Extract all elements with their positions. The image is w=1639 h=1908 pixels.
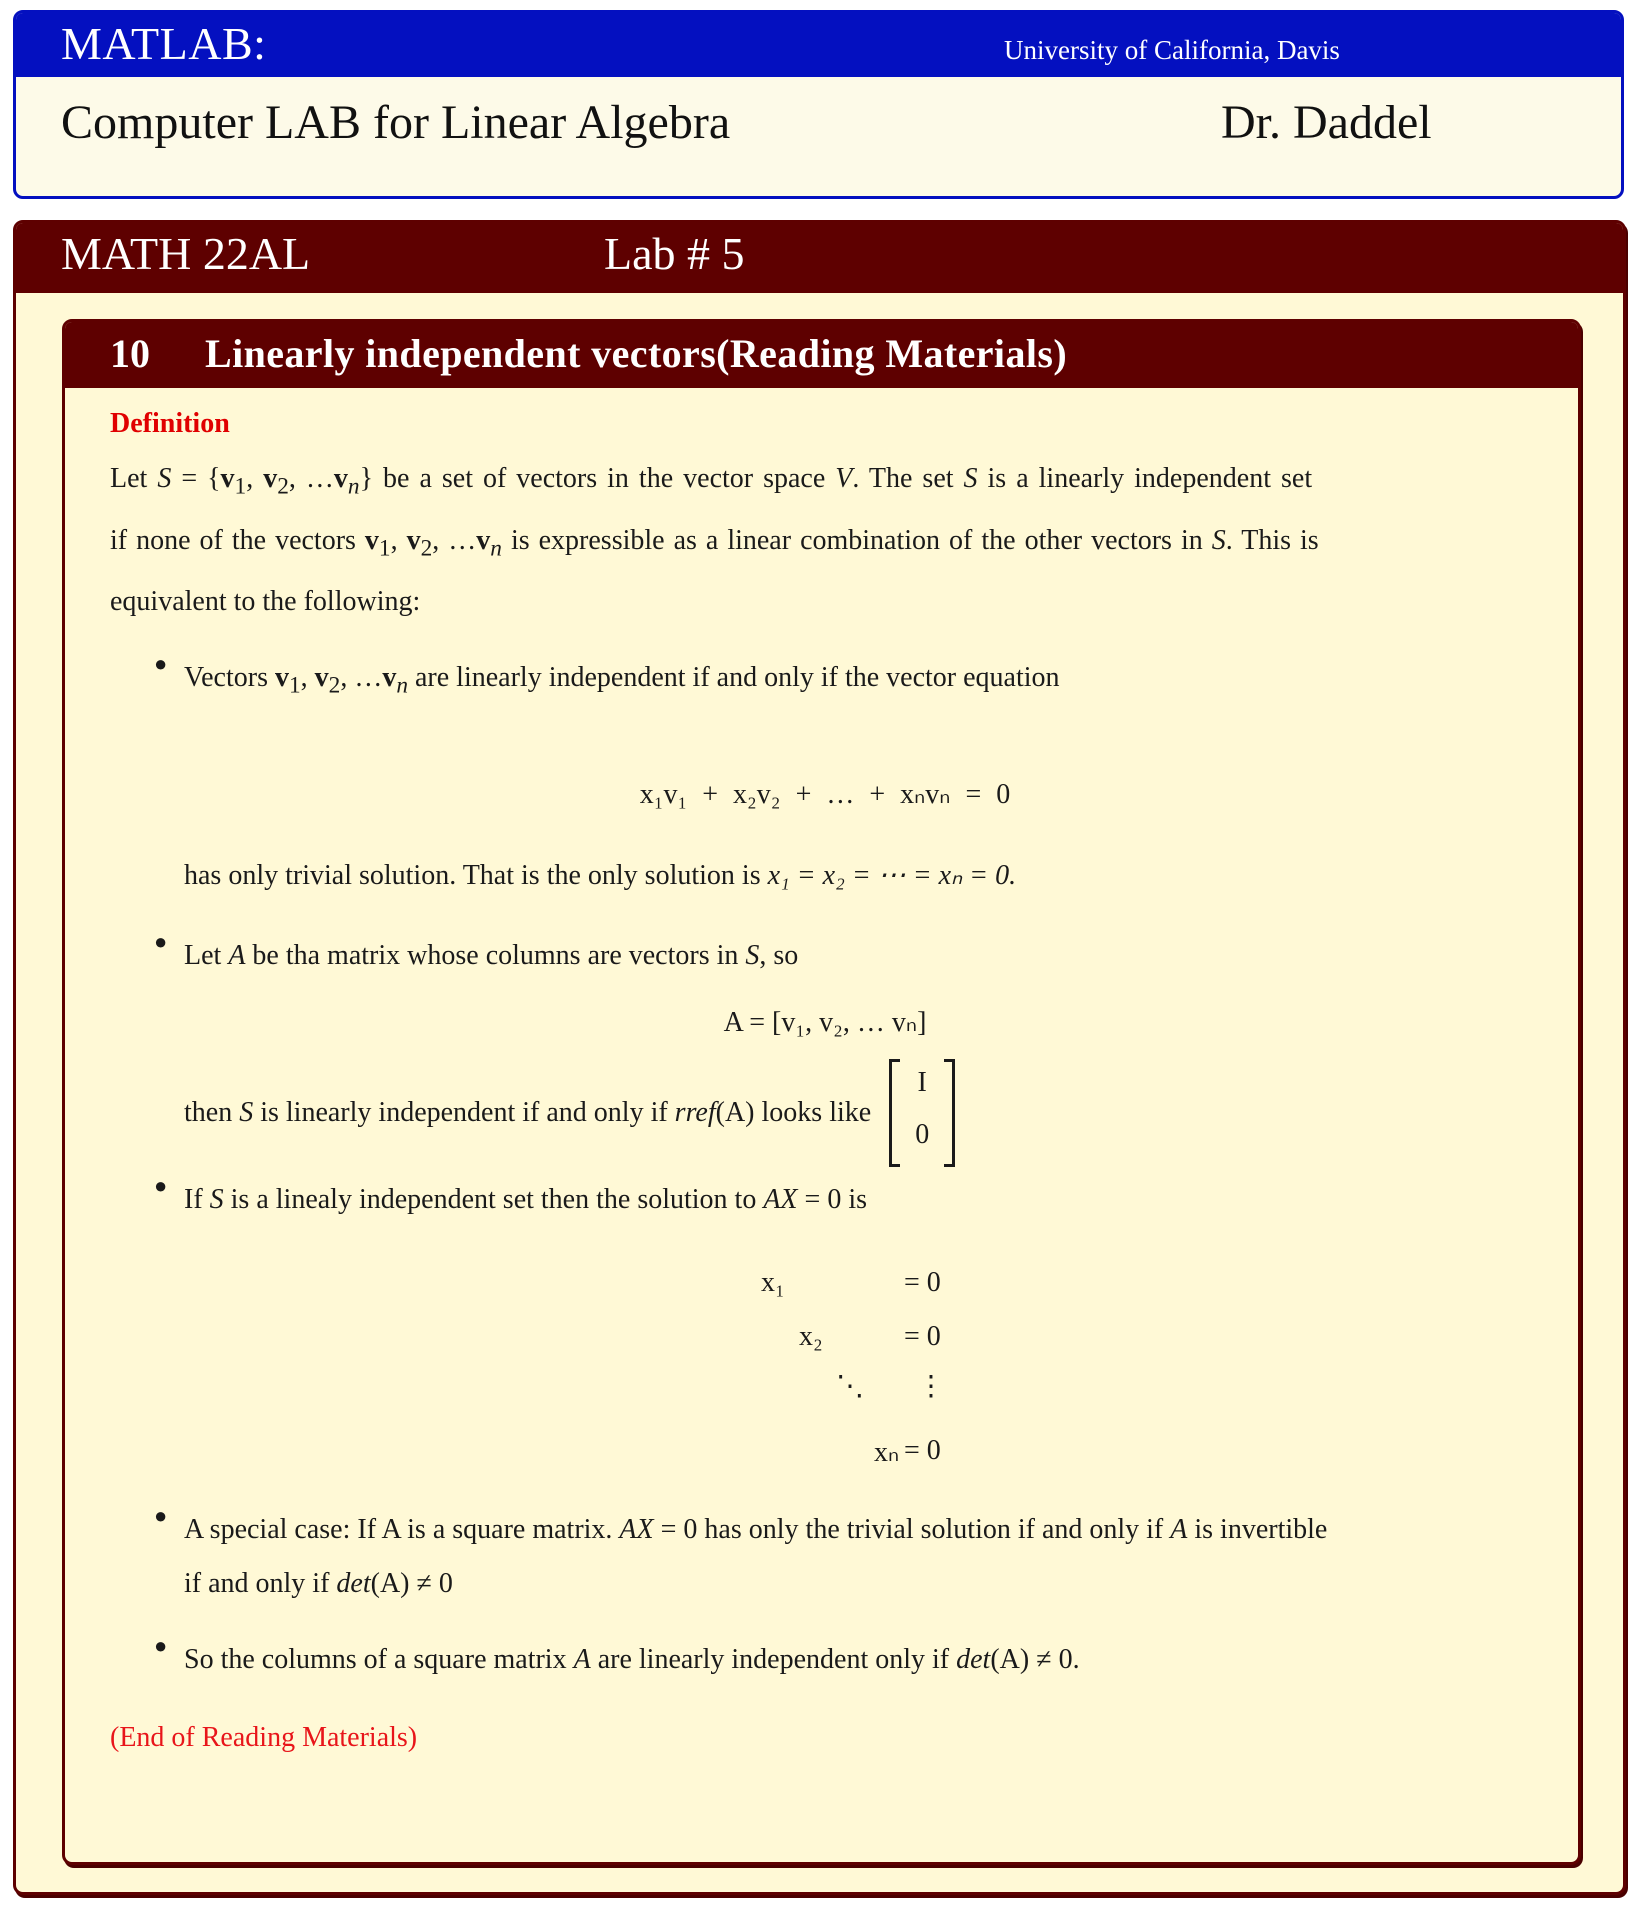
vertical-dots: ⋮ [917,1370,945,1402]
definition-label: Definition [110,408,230,439]
end-of-reading-note: (End of Reading Materials) [110,1721,418,1753]
definition-line-1: Let $S = \{v_1$, $v_2$, $\dots v_n$} be a set of vectors in the vector space V. The set S is a linearly independent set [110,463,1313,500]
lab-course: MATH 22AL [61,228,311,279]
matrix-definition: A = [v₁, v₂, … vₙ] [723,1006,927,1038]
definition-paragraph [110,452,1540,629]
trivial-solution-text: has only trivial solution. That is the only solution is x₁ = x₂ = ⋯ = xₙ = 0. [184,859,1017,891]
bullet-icon: ● [154,1172,168,1198]
system-rhs: = 0 [904,1434,941,1466]
system-lhs: x₁ [761,1266,785,1298]
system-lhs: xₙ [874,1436,900,1468]
system-rhs: = 0 [904,1320,941,1352]
bullet-icon: ● [154,1502,168,1528]
section-number: 10 [110,331,150,376]
list-item: ● A special case: If A is a square matrix. AX = 0 has only the trivial solution if and only if A is invertible if and only if det(A) ≠ 0 [154,1502,1328,1599]
definition-line-3: equivalent to the following: [110,586,421,618]
list-item: ● Vectors $v_1$, $v_2$, $\dots v_n$ are linearly independent if and only if the vector equation x₁v₁ + x₂v₂ + … + xₙvₙ = 0 has only trivial solution. That is the only solution is x₁ = x₂ = ⋯ = xₙ = 0. [110,651,1540,903]
bullet-icon: ● [154,1632,168,1658]
course-header-bar [16,13,1621,77]
identity-block-matrix: I 0 [889,1059,955,1167]
lab-box [13,220,1626,1895]
section-title: Linearly independent vectors(Reading Materials) [205,331,1068,376]
section-box [62,319,1581,1865]
institution: University of California, Davis [1004,35,1340,65]
lab-header-bar [16,223,1623,293]
app-title: MATLAB: [61,18,267,69]
solution-system [184,1255,1540,1485]
bullet-icon: ● [154,928,168,954]
definition-line-2: if none of the vectors $v_1$, $v_2$, $\dots v_n$ is expressible as a linear combination of the other vectors in S. This is [110,524,1319,562]
list-item: ● Let A be tha matrix whose columns are vectors in S, so A = [v₁, v₂, … vₙ] then S is linearly independent if and only if rref(A) looks like I 0 [110,929,1540,1169]
rref-condition: then S is linearly independent if and only if rref(A) looks like I 0 [184,1057,1540,1169]
instructor-name: Dr. Daddel [1221,96,1432,149]
lab-number: Lab # 5 [604,228,745,279]
property-list [110,651,1540,1687]
diagonal-dots: ⋱ [836,1370,864,1402]
list-item: ● So the columns of a square matrix A are linearly independent only if det(A) ≠ 0. [154,1632,1080,1675]
section-content [110,402,1540,1765]
section-header [65,322,1578,388]
course-header-box [13,10,1624,199]
vector-equation: x₁v₁ + x₂v₂ + … + xₙvₙ = 0 [639,778,1011,810]
bullet-icon: ● [154,651,168,677]
system-lhs: x₂ [799,1320,823,1352]
list-item: ● If S is a linealy independent set then the solution to AX = 0 is x₁ = 0 x₂ = 0 ⋱ ⋮ xₙ = 0 [110,1173,1540,1485]
system-rhs: = 0 [904,1266,941,1298]
course-title: Computer LAB for Linear Algebra [61,96,731,149]
